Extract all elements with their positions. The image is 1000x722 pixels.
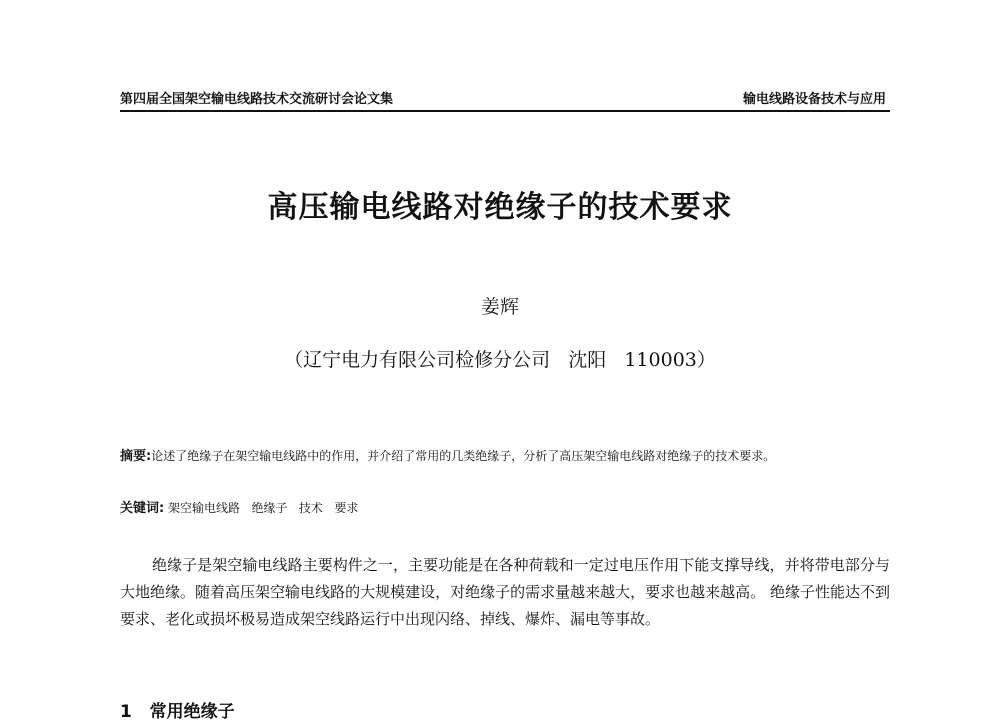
keywords [120,498,890,519]
section-name: 输电线路设备技术与应用 [742,92,886,107]
paper-title: 高压输电线路对绝缘子的技术要求 [267,190,733,225]
body-paragraph: 绝缘子是架空输电线路主要构件之一，主要功能是在各种荷载和一定过电压作用下能支撑导线，并将带电部分与大地绝缘。随着高压架空输电线路的大规模建设，对绝缘子的需求量越来越大，要求也越来越高。 绝缘子性能达不到要求、老化或损坏极易造成架空线路运行中出现闪络、掉线、爆炸、漏电等事故。 [120,556,890,628]
section-heading: 1 常用绝缘子 [120,702,235,722]
author-affiliation: （辽宁电力有限公司检修分公司 沈阳 110003） [284,349,716,371]
abstract-text: 论述了绝缘子在架空输电线路中的作用，并介绍了常用的几类绝缘子，分析了高压架空输电线路对绝缘子的技术要求。 [151,449,776,463]
abstract-label: 摘要: [120,449,152,464]
author-name: 姜辉 [480,296,519,318]
keywords-text: 架空输电线路 绝缘子 技术 要求 [164,501,359,515]
keywords-label: 关键词: [120,501,165,516]
running-header [120,86,890,112]
abstract [120,444,890,469]
proceedings-title: 第四届全国架空输电线路技术交流研讨会论文集 [120,92,394,107]
